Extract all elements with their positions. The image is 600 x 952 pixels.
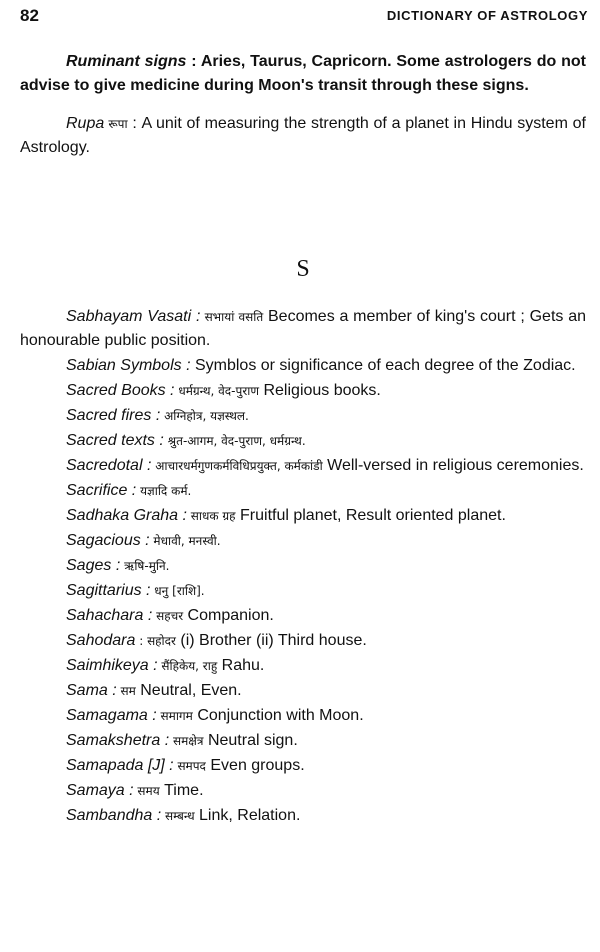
entry-term: Sahodara: [66, 632, 136, 649]
entry-text: Becomes a member of king's court ; Gets an honourable public position.: [20, 308, 586, 349]
dictionary-entry: [20, 429, 586, 453]
entry-text: Conjunction with Moon.: [192, 707, 364, 724]
entry-devanagari: यज्ञादि कर्म.: [136, 484, 192, 498]
entry-term: Sama :: [66, 682, 117, 699]
entry-devanagari: साधक ग्रह: [186, 509, 236, 523]
dictionary-entry: [20, 504, 586, 528]
dictionary-entry: [20, 479, 586, 503]
dictionary-entry: [20, 379, 586, 403]
entry-text: Link, Relation.: [194, 807, 301, 824]
page-content: [20, 50, 586, 828]
entry-devanagari: सैंहिकेय, राहु: [157, 659, 218, 673]
entry-text: Aries, Taurus, Capricorn. Some astrologers do not advise to give medicine during Moon's transit through these signs.: [20, 53, 587, 94]
entry-text: Neutral sign.: [203, 732, 298, 749]
dictionary-entry: [20, 454, 586, 478]
entry-devanagari: सभायां वसति: [200, 310, 264, 324]
entry-term: Sahachara :: [66, 607, 153, 624]
dictionary-entry: [20, 629, 586, 653]
dictionary-entry: [20, 404, 586, 428]
entry-devanagari: समक्षेत्र: [169, 734, 204, 748]
entry-ruminant-signs: [20, 50, 586, 98]
entry-rupa: [20, 112, 586, 160]
section-letter-heading: S: [296, 256, 310, 282]
entry-text: Symblos or significance of each degree of the Zodiac.: [190, 357, 576, 374]
entry-term: Sabhayam Vasati :: [66, 308, 201, 325]
dictionary-entry: [20, 604, 586, 628]
dictionary-entry: [20, 354, 586, 378]
entry-text: Fruitful planet, Result oriented planet.: [235, 507, 506, 524]
dictionary-entry: [20, 554, 586, 578]
entry-text: Religious books.: [259, 382, 381, 399]
entry-term: Sagacious :: [66, 532, 150, 549]
entry-devanagari: अग्निहोत्र, यज्ञस्थल.: [160, 409, 249, 423]
dictionary-entry: [20, 579, 586, 603]
entry-devanagari: : सहोदर: [135, 634, 176, 648]
entry-devanagari: मेधावी, मनस्वी.: [149, 534, 221, 548]
dictionary-entry: [20, 754, 586, 778]
entry-devanagari: समपद: [173, 759, 206, 773]
entry-devanagari: धनु [राशि].: [150, 584, 205, 598]
entry-separator: :: [186, 53, 197, 70]
dictionary-entry: [20, 804, 586, 828]
dictionary-entry: [20, 779, 586, 803]
entry-devanagari: सम: [116, 684, 136, 698]
entry-term: Samakshetra :: [66, 732, 170, 749]
entry-term: Sacred fires :: [66, 407, 161, 424]
dictionary-entry: [20, 679, 586, 703]
dictionary-entry: [20, 729, 586, 753]
entry-term: Sabian Symbols :: [66, 357, 191, 374]
entry-term: Sages :: [66, 557, 121, 574]
entry-text: Companion.: [183, 607, 274, 624]
entry-text: Time.: [159, 782, 204, 799]
entry-text: Well-versed in religious ceremonies.: [322, 457, 584, 474]
entry-term: Samagama :: [66, 707, 157, 724]
entry-devanagari: समागम: [156, 709, 193, 723]
dictionary-entry: [20, 704, 586, 728]
entry-term: Saimhikeya :: [66, 657, 158, 674]
entry-devanagari: ऋषि-मुनि.: [120, 559, 170, 573]
entry-term: Rupa: [66, 115, 105, 132]
entry-devanagari: समय: [133, 784, 160, 798]
entry-term: Sagittarius :: [66, 582, 151, 599]
dictionary-entry: [20, 305, 586, 353]
entry-text: Neutral, Even.: [135, 682, 242, 699]
entry-devanagari: सम्बन्ध: [161, 809, 195, 823]
entry-devanagari: रूपा: [104, 117, 128, 131]
dictionary-entry: [20, 529, 586, 553]
entry-term: Sacredotal :: [66, 457, 152, 474]
entry-text: Even groups.: [205, 757, 305, 774]
page-number: 82: [20, 6, 39, 25]
entry-devanagari: सहचर: [152, 609, 184, 623]
entry-term: Samapada [J] :: [66, 757, 174, 774]
entry-term: Sacred Books :: [66, 382, 175, 399]
entry-term: Sadhaka Graha :: [66, 507, 187, 524]
entry-term: Sacrifice :: [66, 482, 137, 499]
entry-devanagari: आचारधर्मगुणकर्मविधिप्रयुक्त, कर्मकांडी: [151, 459, 323, 473]
entry-term: Ruminant signs: [66, 53, 187, 70]
entry-term: Samaya :: [66, 782, 134, 799]
entry-text: (i) Brother (ii) Third house.: [175, 632, 367, 649]
section-s-entries: [20, 305, 586, 828]
page-header: [20, 6, 588, 28]
entry-devanagari: श्रुत-आगम, वेद-पुराण, धर्मग्रन्थ.: [163, 434, 306, 448]
dictionary-entry: [20, 654, 586, 678]
entry-text: : A unit of measuring the strength of a planet in Hindu system of Astrology.: [20, 115, 586, 156]
entry-term: Sambandha :: [66, 807, 162, 824]
running-head: DICTIONARY OF ASTROLOGY: [386, 8, 588, 23]
entry-devanagari: धर्मग्रन्थ, वेद-पुराण: [174, 384, 260, 398]
entry-text: Rahu.: [217, 657, 265, 674]
entry-term: Sacred texts :: [66, 432, 164, 449]
